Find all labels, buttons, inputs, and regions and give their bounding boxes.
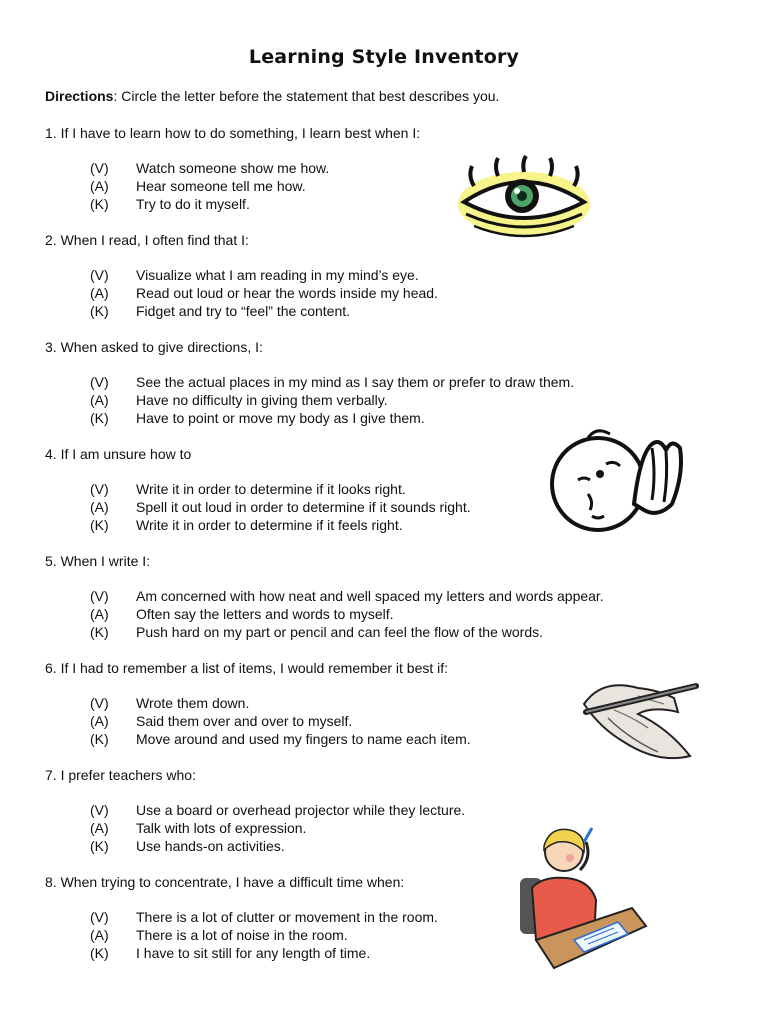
option-code[interactable]: (V): [90, 481, 109, 497]
option-text: See the actual places in my mind as I say them or prefer to draw them.: [136, 374, 575, 390]
option-text: Move around and used my fingers to name each item.: [136, 731, 471, 747]
option-code[interactable]: (K): [90, 410, 109, 426]
question-prompt: 7. I prefer teachers who:: [45, 767, 196, 783]
option-code[interactable]: (K): [90, 945, 109, 961]
option-v[interactable]: [45, 266, 438, 284]
option-text: Try to do it myself.: [136, 196, 250, 212]
question-prompt: 3. When asked to give directions, I:: [45, 339, 263, 355]
option-v[interactable]: [45, 694, 471, 712]
question-6: [45, 659, 471, 748]
option-text: Write it in order to determine if it looks right.: [136, 481, 406, 497]
option-text: Visualize what I am reading in my mind’s eye.: [136, 267, 419, 283]
option-text: Have no difficulty in giving them verbally.: [136, 392, 388, 408]
question-5: [45, 552, 604, 641]
option-a[interactable]: [45, 498, 471, 516]
option-text: Wrote them down.: [136, 695, 250, 711]
option-code[interactable]: (V): [90, 802, 109, 818]
page-title: Learning Style Inventory: [248, 46, 520, 68]
question-1: [45, 124, 420, 213]
option-v[interactable]: [45, 480, 471, 498]
option-code[interactable]: (V): [90, 374, 109, 390]
option-code[interactable]: (K): [90, 517, 109, 533]
option-k[interactable]: [45, 409, 574, 427]
option-a[interactable]: [45, 819, 465, 837]
option-k[interactable]: [45, 195, 420, 213]
option-k[interactable]: [45, 623, 604, 641]
option-a[interactable]: [45, 926, 438, 944]
option-code[interactable]: (K): [90, 731, 109, 747]
option-code[interactable]: (K): [90, 303, 109, 319]
directions-text: : Circle the letter before the statement that best describes you.: [113, 88, 500, 104]
option-text: Said them over and over to myself.: [136, 713, 353, 729]
option-text: Write it in order to determine if it feels right.: [136, 517, 403, 533]
option-code[interactable]: (V): [90, 695, 109, 711]
option-code[interactable]: (A): [90, 606, 109, 622]
directions-label: Directions: [45, 88, 114, 104]
option-k[interactable]: [45, 730, 471, 748]
hand-writing-icon: [578, 668, 702, 778]
option-text: Fidget and try to “feel” the content.: [136, 303, 351, 319]
option-text: Use hands-on activities.: [136, 838, 285, 854]
question-8: [45, 873, 438, 962]
option-text: Often say the letters and words to myself.: [136, 606, 394, 622]
option-code[interactable]: (V): [90, 160, 109, 176]
student-at-desk-icon: [514, 822, 650, 972]
option-code[interactable]: (A): [90, 392, 109, 408]
option-text: Spell it out loud in order to determine if it sounds right.: [136, 499, 471, 515]
option-text: There is a lot of noise in the room.: [136, 927, 348, 943]
question-prompt: 5. When I write I:: [45, 553, 151, 569]
question-prompt: 8. When trying to concentrate, I have a difficult time when:: [45, 874, 405, 890]
option-k[interactable]: [45, 302, 438, 320]
option-text: Am concerned with how neat and well spaced my letters and words appear.: [136, 588, 604, 604]
question-7: [45, 766, 465, 855]
option-v[interactable]: [45, 908, 438, 926]
option-a[interactable]: [45, 177, 420, 195]
option-code[interactable]: (K): [90, 624, 109, 640]
option-code[interactable]: (K): [90, 838, 109, 854]
option-k[interactable]: [45, 837, 465, 855]
option-a[interactable]: [45, 391, 574, 409]
option-v[interactable]: [45, 587, 604, 605]
question-prompt: 4. If I am unsure how to: [45, 446, 192, 462]
option-v[interactable]: [45, 373, 574, 391]
option-v[interactable]: [45, 159, 420, 177]
option-code[interactable]: (A): [90, 178, 109, 194]
question-4: [45, 445, 471, 534]
option-text: There is a lot of clutter or movement in the room.: [136, 909, 438, 925]
option-code[interactable]: (V): [90, 909, 109, 925]
option-a[interactable]: [45, 712, 471, 730]
question-prompt: 1. If I have to learn how to do something, I learn best when I:: [45, 125, 421, 141]
option-code[interactable]: (A): [90, 927, 109, 943]
option-k[interactable]: [45, 516, 471, 534]
option-text: Hear someone tell me how.: [136, 178, 306, 194]
question-prompt: 6. If I had to remember a list of items, I would remember it best if:: [45, 660, 449, 676]
option-a[interactable]: [45, 605, 604, 623]
option-text: Push hard on my part or pencil and can feel the flow of the words.: [136, 624, 544, 640]
option-text: Read out loud or hear the words inside my head.: [136, 285, 438, 301]
option-text: Talk with lots of expression.: [136, 820, 307, 836]
option-code[interactable]: (A): [90, 499, 109, 515]
option-v[interactable]: [45, 801, 465, 819]
option-code[interactable]: (V): [90, 588, 109, 604]
option-code[interactable]: (A): [90, 285, 109, 301]
option-code[interactable]: (K): [90, 196, 109, 212]
option-text: Use a board or overhead projector while they lecture.: [136, 802, 466, 818]
option-text: I have to sit still for any length of time.: [136, 945, 371, 961]
option-code[interactable]: (V): [90, 267, 109, 283]
option-code[interactable]: (A): [90, 713, 109, 729]
directions: [45, 88, 499, 104]
option-code[interactable]: (A): [90, 820, 109, 836]
eye-icon: [456, 154, 596, 244]
ear-face-icon: [548, 424, 688, 542]
option-k[interactable]: [45, 944, 438, 962]
question-prompt: 2. When I read, I often find that I:: [45, 232, 249, 248]
option-text: Have to point or move my body as I give them.: [136, 410, 425, 426]
option-a[interactable]: [45, 284, 438, 302]
option-text: Watch someone show me how.: [136, 160, 330, 176]
question-3: [45, 338, 574, 427]
question-2: [45, 231, 438, 320]
